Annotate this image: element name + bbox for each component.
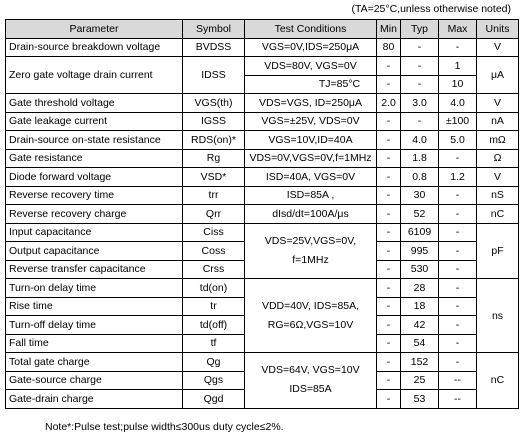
min-cell: - xyxy=(377,131,401,150)
max-cell: - xyxy=(439,149,477,168)
footnote: Note*:Pulse test;pulse width≤300us duty cycle≤2%. xyxy=(45,421,284,433)
max-cell: - xyxy=(439,334,477,353)
condition-cell: dIsd/dt=100A/μs xyxy=(245,205,377,224)
symbol-cell: VSD* xyxy=(183,168,245,187)
unit-cell: nA xyxy=(477,112,519,131)
symbol-cell: tf xyxy=(183,334,245,353)
table-row xyxy=(6,353,519,372)
header-typ: Typ xyxy=(401,20,439,39)
typ-cell: 42 xyxy=(401,316,439,335)
param-cell: Total gate charge xyxy=(6,353,183,372)
condition-cell: VGS=±25V, VDS=0V xyxy=(245,112,377,131)
unit-cell: nS xyxy=(477,186,519,205)
symbol-cell: IGSS xyxy=(183,112,245,131)
condition-cell: VDS=80V, VGS=0V xyxy=(245,57,377,76)
param-cell: Diode forward voltage xyxy=(6,168,183,187)
param-cell: Reverse recovery charge xyxy=(6,205,183,224)
param-cell: Rise time xyxy=(6,297,183,316)
condition-cell: VDD=40V, IDS=85A, RG=6Ω,VGS=10V xyxy=(245,279,377,353)
symbol-cell: td(off) xyxy=(183,316,245,335)
ambient-condition-note: (TA=25°C,unless otherwise noted) xyxy=(351,3,511,15)
max-cell: - xyxy=(439,205,477,224)
symbol-cell: RDS(on)* xyxy=(183,131,245,150)
param-cell: Drain-source on-state resistance xyxy=(6,131,183,150)
unit-cell: V xyxy=(477,168,519,187)
max-cell: - xyxy=(439,279,477,298)
max-cell: 10 xyxy=(439,75,477,94)
symbol-cell: Qg xyxy=(183,353,245,372)
unit-cell: ns xyxy=(477,279,519,353)
unit-cell: μA xyxy=(477,57,519,94)
max-cell: 1.2 xyxy=(439,168,477,187)
param-cell: Gate-drain charge xyxy=(6,390,183,409)
typ-cell: 995 xyxy=(401,242,439,261)
param-cell: Gate resistance xyxy=(6,149,183,168)
condition-cell: VDS=25V,VGS=0V, f=1MHz xyxy=(245,223,377,279)
typ-cell: - xyxy=(401,112,439,131)
param-cell: Reverse transfer capacitance xyxy=(6,260,183,279)
unit-cell: V xyxy=(477,38,519,57)
table-row xyxy=(6,131,519,150)
header-max: Max xyxy=(439,20,477,39)
typ-cell: 1.8 xyxy=(401,149,439,168)
condition-cell: VGS=10V,ID=40A xyxy=(245,131,377,150)
condition-cell: ISD=85A , xyxy=(245,186,377,205)
param-cell: Drain-source breakdown voltage xyxy=(6,38,183,57)
param-cell: Input capacitance xyxy=(6,223,183,242)
symbol-cell: Rg xyxy=(183,149,245,168)
table-row xyxy=(6,223,519,242)
symbol-cell: Qrr xyxy=(183,205,245,224)
symbol-cell: td(on) xyxy=(183,279,245,298)
param-cell: Turn-on delay time xyxy=(6,279,183,298)
symbol-cell: Qgd xyxy=(183,390,245,409)
max-cell: - xyxy=(439,353,477,372)
min-cell: - xyxy=(377,112,401,131)
min-cell: - xyxy=(377,242,401,261)
max-cell: - xyxy=(439,297,477,316)
param-cell: Reverse recovery time xyxy=(6,186,183,205)
table-row xyxy=(6,94,519,113)
table-row xyxy=(6,168,519,187)
min-cell: - xyxy=(377,371,401,390)
condition-cell: VGS=0V,IDS=250μA xyxy=(245,38,377,57)
header-test-conditions: Test Conditions xyxy=(245,20,377,39)
typ-cell: 53 xyxy=(401,390,439,409)
typ-cell: 54 xyxy=(401,334,439,353)
min-cell: 2.0 xyxy=(377,94,401,113)
param-cell: Fall time xyxy=(6,334,183,353)
table-row xyxy=(6,205,519,224)
param-cell: Gate leakage current xyxy=(6,112,183,131)
typ-cell: 152 xyxy=(401,353,439,372)
table-header-row xyxy=(6,20,519,39)
typ-cell: - xyxy=(401,75,439,94)
symbol-cell: Coss xyxy=(183,242,245,261)
typ-cell: 28 xyxy=(401,279,439,298)
symbol-cell: VGS(th) xyxy=(183,94,245,113)
max-cell: 5.0 xyxy=(439,131,477,150)
condition-cell: ISD=40A, VGS=0V xyxy=(245,168,377,187)
max-cell: -- xyxy=(439,390,477,409)
min-cell: - xyxy=(377,205,401,224)
typ-cell: 6109 xyxy=(401,223,439,242)
symbol-cell: Ciss xyxy=(183,223,245,242)
param-cell: Gate threshold voltage xyxy=(6,94,183,113)
header-min: Min xyxy=(377,20,401,39)
max-cell: - xyxy=(439,260,477,279)
symbol-cell: IDSS xyxy=(183,57,245,94)
min-cell: - xyxy=(377,260,401,279)
max-cell: - xyxy=(439,186,477,205)
typ-cell: 30 xyxy=(401,186,439,205)
max-cell: - xyxy=(439,316,477,335)
max-cell: - xyxy=(439,223,477,242)
typ-cell: 52 xyxy=(401,205,439,224)
symbol-cell: trr xyxy=(183,186,245,205)
min-cell: - xyxy=(377,149,401,168)
min-cell: - xyxy=(377,334,401,353)
param-cell: Zero gate voltage drain current xyxy=(6,57,183,94)
symbol-cell: Crss xyxy=(183,260,245,279)
max-cell: - xyxy=(439,242,477,261)
param-cell: Turn-off delay time xyxy=(6,316,183,335)
header-units: Units xyxy=(477,20,519,39)
symbol-cell: BVDSS xyxy=(183,38,245,57)
param-cell: Output capacitance xyxy=(6,242,183,261)
condition-cell: VDS=0V,VGS=0V,f=1MHz xyxy=(245,149,377,168)
typ-cell: 18 xyxy=(401,297,439,316)
max-cell: 1 xyxy=(439,57,477,76)
symbol-cell: tr xyxy=(183,297,245,316)
table-row xyxy=(6,279,519,298)
min-cell: - xyxy=(377,279,401,298)
min-cell: - xyxy=(377,297,401,316)
typ-cell: - xyxy=(401,57,439,76)
typ-cell: 25 xyxy=(401,371,439,390)
max-cell: -- xyxy=(439,371,477,390)
min-cell: - xyxy=(377,353,401,372)
max-cell: 4.0 xyxy=(439,94,477,113)
condition-cell: VDS=VGS, ID=250μA xyxy=(245,94,377,113)
unit-cell: nC xyxy=(477,205,519,224)
unit-cell: V xyxy=(477,94,519,113)
min-cell: - xyxy=(377,75,401,94)
table-row xyxy=(6,186,519,205)
typ-cell: 530 xyxy=(401,260,439,279)
condition-cell: VDS=64V, VGS=10V IDS=85A xyxy=(245,353,377,409)
min-cell: - xyxy=(377,316,401,335)
condition-cell: TJ=85°C xyxy=(245,75,377,94)
unit-cell: nC xyxy=(477,353,519,409)
table-row xyxy=(6,149,519,168)
electrical-characteristics-table xyxy=(5,19,519,409)
table-row xyxy=(6,112,519,131)
symbol-cell: Qgs xyxy=(183,371,245,390)
typ-cell: 0.8 xyxy=(401,168,439,187)
header-parameter: Parameter xyxy=(6,20,183,39)
min-cell: - xyxy=(377,223,401,242)
typ-cell: - xyxy=(401,38,439,57)
typ-cell: 4.0 xyxy=(401,131,439,150)
header-symbol: Symbol xyxy=(183,20,245,39)
unit-cell: mΩ xyxy=(477,131,519,150)
unit-cell: Ω xyxy=(477,149,519,168)
table-row xyxy=(6,57,519,76)
unit-cell: pF xyxy=(477,223,519,279)
min-cell: 80 xyxy=(377,38,401,57)
min-cell: - xyxy=(377,168,401,187)
typ-cell: 3.0 xyxy=(401,94,439,113)
max-cell: - xyxy=(439,38,477,57)
table-row xyxy=(6,38,519,57)
max-cell: ±100 xyxy=(439,112,477,131)
min-cell: - xyxy=(377,57,401,76)
min-cell: - xyxy=(377,390,401,409)
param-cell: Gate-source charge xyxy=(6,371,183,390)
min-cell: - xyxy=(377,186,401,205)
